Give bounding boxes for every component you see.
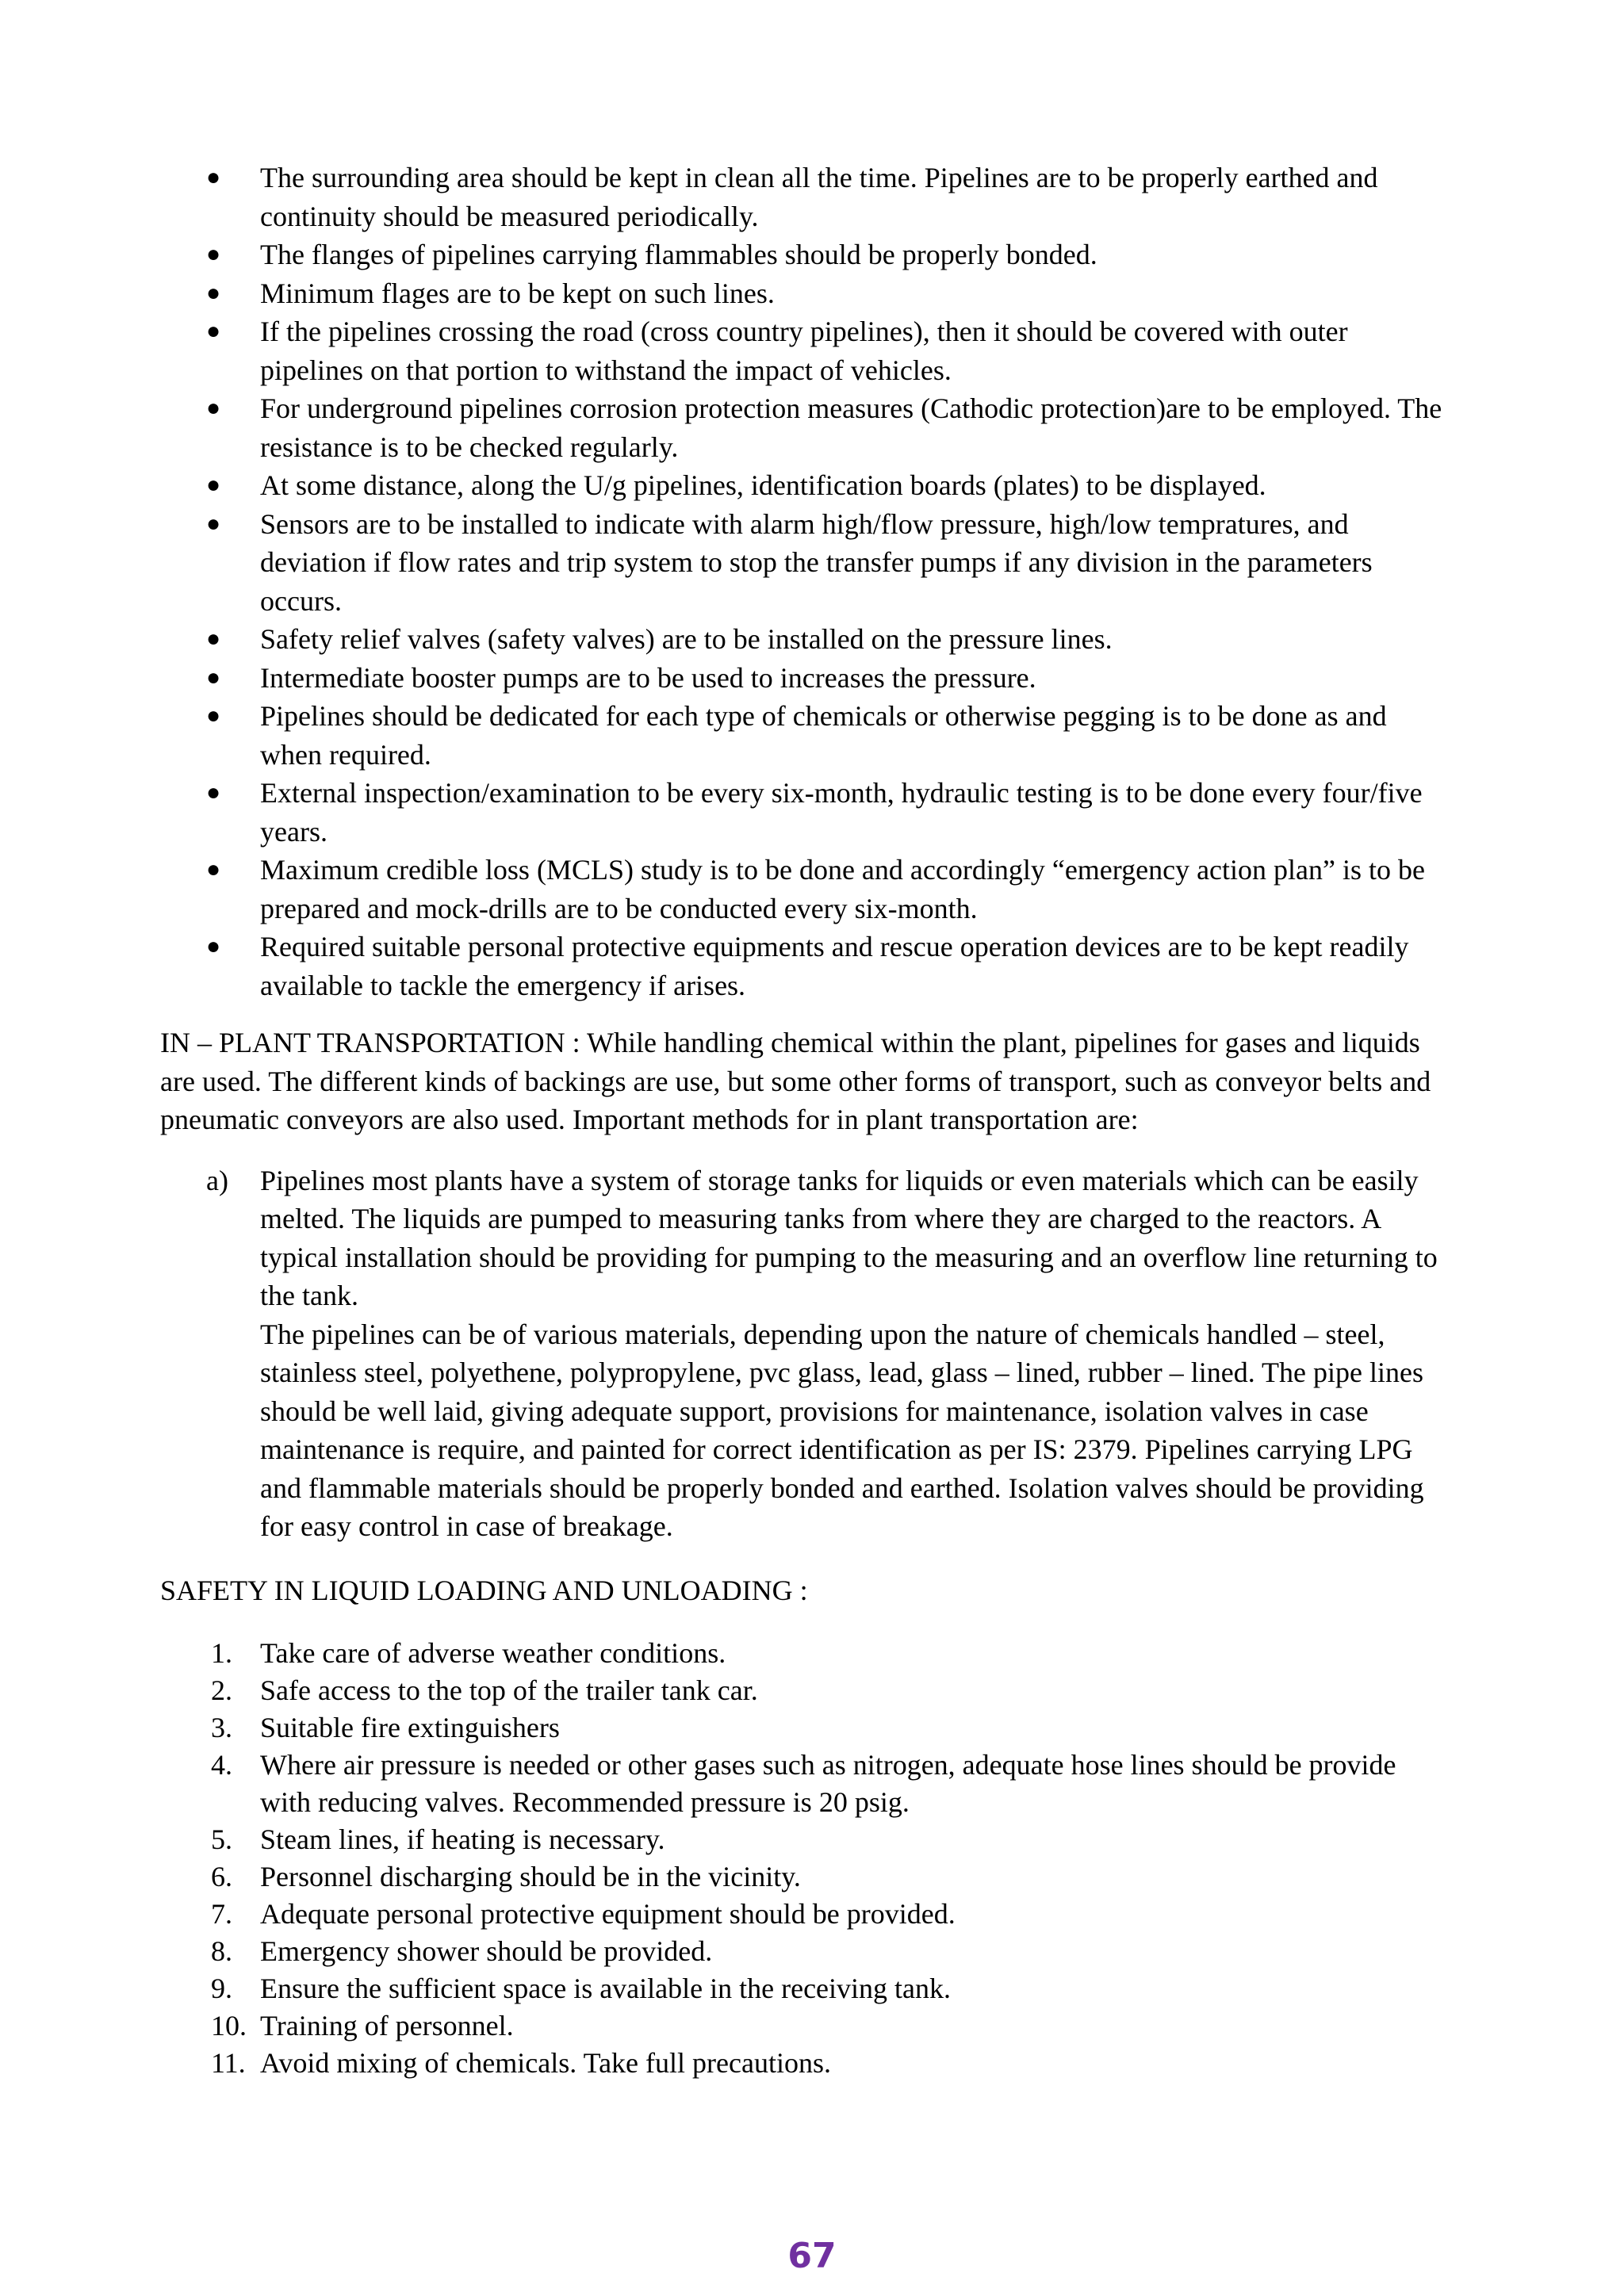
safety-loading-list [160, 1635, 1453, 2082]
bullet-icon: ● [206, 472, 221, 498]
bullet-icon: ● [206, 510, 221, 537]
list-item-text: Adequate personal protective equipment should be provided. [260, 1898, 956, 1930]
list-item-text: Suitable fire extinguishers [260, 1712, 560, 1743]
list-marker: 2. [211, 1674, 232, 1706]
bullet-item [160, 697, 1453, 774]
bullet-text: Intermediate booster pumps are to be used to increases the pressure. [260, 661, 1036, 694]
bullet-icon: ● [206, 933, 221, 959]
list-item [160, 1635, 1453, 1672]
list-marker: 3. [211, 1712, 232, 1743]
bullet-item [160, 659, 1453, 698]
bullet-text: Maximum credible loss (MCLS) study is to be done and accordingly “emergency action plan” is to be prepared and mock-drills are to be conducted every six-month. [260, 854, 1425, 924]
list-item-text: Training of personnel. [260, 2010, 514, 2042]
bullet-item [160, 389, 1453, 466]
safety-loading-heading: SAFETY IN LIQUID LOADING AND UNLOADING : [160, 1574, 808, 1606]
list-marker: a) [206, 1164, 228, 1196]
list-item-text: Steam lines, if heating is necessary. [260, 1823, 665, 1855]
bullet-icon: ● [206, 279, 221, 306]
pipelines-method-item [160, 1161, 1453, 1546]
bullet-item [160, 312, 1453, 389]
bullet-icon: ● [206, 779, 221, 806]
bullet-icon: ● [206, 856, 221, 882]
list-item-text: Emergency shower should be provided. [260, 1935, 713, 1967]
bullet-icon: ● [206, 318, 221, 344]
bullet-item [160, 274, 1453, 313]
list-item [160, 1933, 1453, 1970]
bullet-item [160, 466, 1453, 505]
page-content [160, 159, 1453, 2082]
list-marker: 9. [211, 1973, 232, 2004]
pipelines-method-continuation: The pipelines can be of various materials, depending upon the nature of chemicals handled – steel, stainless steel, polyethene, polypropylene, pvc glass, lead, glass – lined, rubber – lined. The pipe lines should be well laid, giving adequate support, provisions for maintenance, isolation valves in case maintenance is require, and painted for correct identification as per IS: 2379. Pipelines carrying LPG and flammable materials should be properly bonded and earthed. Isolation valves should be providing for easy control in case of breakage. [260, 1318, 1424, 1542]
bullet-icon: ● [206, 241, 221, 267]
bullet-text: External inspection/examination to be every six-month, hydraulic testing is to be done every four/five years. [260, 777, 1423, 848]
list-marker: 4. [211, 1749, 232, 1781]
bullet-text: Minimum flages are to be kept on such lines. [260, 277, 775, 309]
bullet-text: If the pipelines crossing the road (cross country pipelines), then it should be covered with outer pipelines on that portion to withstand the impact of vehicles. [260, 316, 1348, 386]
list-item [160, 1709, 1453, 1747]
bullet-icon: ● [206, 395, 221, 421]
pipelines-method-text: Pipelines most plants have a system of storage tanks for liquids or even materials which can be easily melted. The liquids are pumped to measuring tanks from where they are charged to the reactors. A typical installation should be providing for pumping to the measuring and an overflow line returning to the tank. [260, 1164, 1438, 1311]
bullet-item [160, 851, 1453, 928]
bullet-icon: ● [206, 664, 221, 691]
list-item-text: Where air pressure is needed or other gases such as nitrogen, adequate hose lines should be provide with reducing valves. Recommended pressure is 20 psig. [260, 1749, 1396, 1818]
bullet-icon: ● [206, 164, 221, 190]
bullet-item [160, 159, 1453, 235]
bullet-text: For underground pipelines corrosion protection measures (Cathodic protection)are to be employed. The resistance is to be checked regularly. [260, 392, 1442, 463]
bullet-text: Pipelines should be dedicated for each type of chemicals or otherwise pegging is to be done as and when required. [260, 700, 1387, 771]
list-item [160, 2045, 1453, 2082]
bullet-item [160, 928, 1453, 1004]
bullet-icon: ● [206, 626, 221, 652]
list-item-text: Ensure the sufficient space is available in the receiving tank. [260, 1973, 952, 2004]
list-marker: 8. [211, 1935, 232, 1967]
list-item [160, 1896, 1453, 1933]
list-marker: 7. [211, 1898, 232, 1930]
bullet-text: Required suitable personal protective equipments and rescue operation devices are to be kept readily available to tackle the emergency if arises. [260, 931, 1409, 1001]
list-marker: 10. [211, 2010, 247, 2042]
list-marker: 5. [211, 1823, 232, 1855]
list-item [160, 1747, 1453, 1821]
list-item-text: Personnel discharging should be in the vicinity. [260, 1861, 801, 1892]
page-number: 67 [787, 2236, 837, 2276]
list-item-text: Avoid mixing of chemicals. Take full precautions. [260, 2047, 831, 2079]
list-item [160, 1821, 1453, 1858]
list-marker: 11. [211, 2047, 246, 2079]
pipeline-safety-bullet-list [160, 159, 1453, 1004]
bullet-item [160, 505, 1453, 621]
bullet-icon: ● [206, 702, 221, 729]
bullet-item [160, 774, 1453, 851]
bullet-item [160, 620, 1453, 659]
list-item-text: Safe access to the top of the trailer tank car. [260, 1674, 758, 1706]
list-marker: 6. [211, 1861, 232, 1892]
list-item-text: Take care of adverse weather conditions. [260, 1637, 726, 1669]
bullet-text: The flanges of pipelines carrying flammables should be properly bonded. [260, 239, 1097, 270]
in-plant-methods-list [160, 1161, 1453, 1546]
list-item [160, 1970, 1453, 2007]
list-marker: 1. [211, 1637, 232, 1669]
list-item [160, 1672, 1453, 1709]
in-plant-transportation-paragraph: IN – PLANT TRANSPORTATION : While handling chemical within the plant, pipelines for gases and liquids are used. The different kinds of backings are use, but some other forms of transport, such as conveyor belts and pneumatic conveyors are also used. Important methods for in plant transportation are: [160, 1027, 1431, 1135]
list-item [160, 1858, 1453, 1896]
bullet-text: At some distance, along the U/g pipelines, identification boards (plates) to be displayed. [260, 469, 1266, 501]
bullet-text: Sensors are to be installed to indicate with alarm high/flow pressure, high/low tempratures, and deviation if flow rates and trip system to stop the transfer pumps if any division in the parameters occurs. [260, 507, 1373, 617]
list-item [160, 2007, 1453, 2045]
bullet-text: The surrounding area should be kept in clean all the time. Pipelines are to be properly earthed and continuity should be measured periodically. [260, 162, 1378, 232]
bullet-text: Safety relief valves (safety valves) are to be installed on the pressure lines. [260, 623, 1113, 655]
bullet-item [160, 235, 1453, 274]
